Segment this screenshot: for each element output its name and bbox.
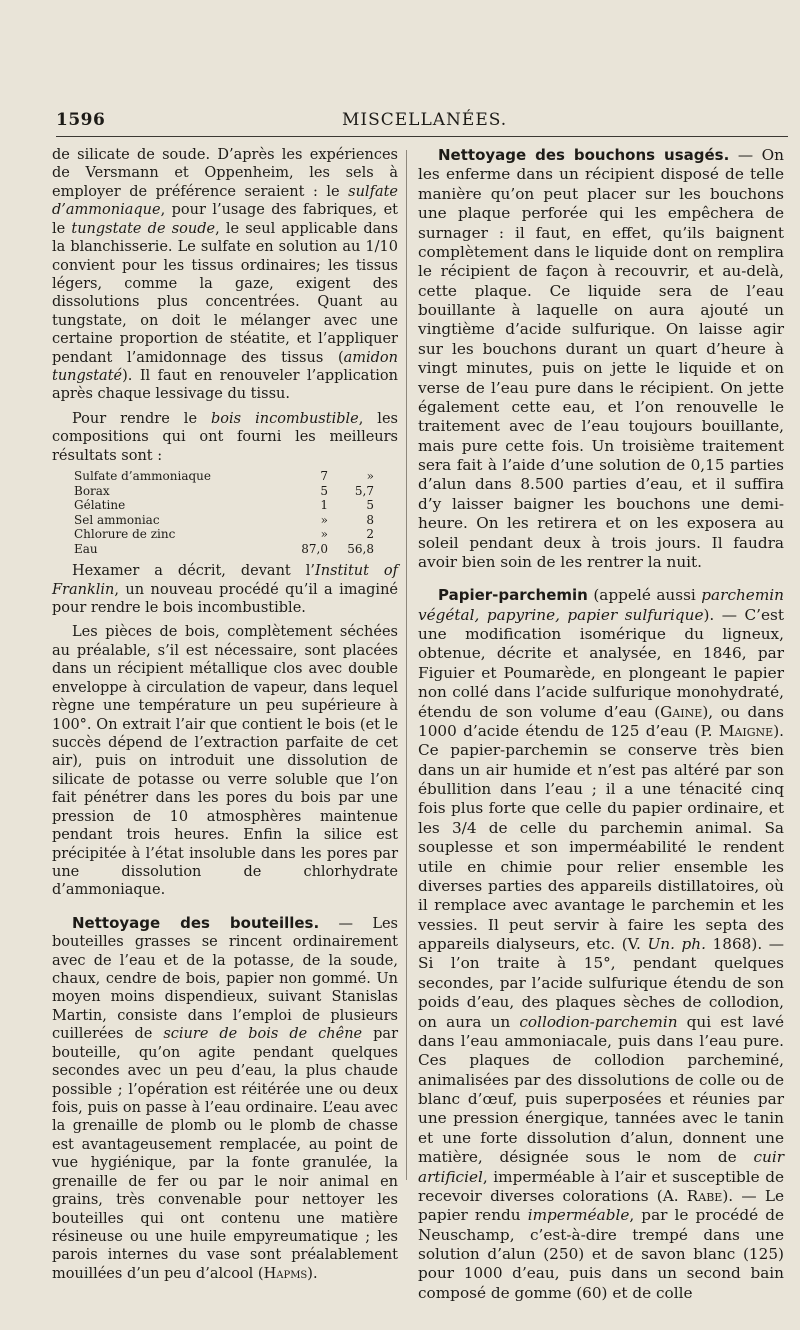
running-title: MISCELLANÉES. (342, 110, 508, 130)
table-row: Eau 87,0 56,8 (74, 541, 374, 556)
table-row: Borax 5 5,7 (74, 483, 374, 498)
table-row: Chlorure de zinc » 2 (74, 527, 374, 542)
composition-table (74, 469, 374, 556)
page-header (56, 110, 788, 136)
column-divider (406, 150, 407, 1180)
section-heading: Nettoyage des bouchons usagés. (438, 146, 730, 164)
header-rule (56, 136, 788, 137)
table-row: Gélatine 1 5 (74, 498, 374, 513)
page-number: 1596 (56, 110, 106, 130)
paragraph-bois-incombustible: Pour rendre le bois incombustible, les compositions qui ont fourni les meilleurs résultats sont : (52, 410, 398, 464)
paragraph-bouchons: Nettoyage des bouchons usagés. — On les enferme dans un récipient disposé de telle manière qu’on peut placer sur les bouchons une plaque perforée qui les empêchera de surnager : il faut, en effet, qu’ils baignent complètement dans le liquide dont on remplira le récipient de façon à recouvrir, et au-delà, cette plaque. Ce liquide sera de l’eau bouillante à laquelle on aura ajouté un vingtième d’acide sulfurique. On laisse agir sur les bouchons durant un quart d’heure à vingt minutes, puis on jette le liquide et on verse de l’eau pure dans le récipient. On jette également cette eau, et l’on renouvelle le traitement avec de l’eau toujours bouillante, mais pure cette fois. Un troisième traitement sera fait à l’aide d’une solution de 0,15 parties d’alun dans 8.500 parties d’eau, et il suffira d’y laisser baigner les bouchons une demi-heure. On les retirera et on les exposera au soleil pendant deux à trois jours. Il faudra avoir bien soin de les rentrer la nuit. (418, 146, 784, 571)
table-row: Sulfate d’ammoniaque 7 » (74, 469, 374, 484)
table-row: Sel ammoniac » 8 (74, 512, 374, 527)
paragraph-bouteilles: Nettoyage des bouteilles. — Les bouteilles grasses se rincent ordinairement avec de l’eau et de la potasse, de la soude, chaux, cendre de bois, papier non gommé. Un moyen moins dispendieux, suivant Stanislas Martin, consiste dans l’emploi de plusieurs cuillerées de sciure de bois de chêne par bouteille, qu’on agite pendant quelques secondes avec un peu d’eau, la plus chaude possible ; l’opération est réitérée une ou deux fois, puis on passe à l’eau ordinaire. L’eau avec la grenaille de plomb ou le plomb de chasse est avantageusement remplacée, au point de vue hygiénique, par la fonte granulée, la grenaille de fer ou par le noir animal en grains, très convenable pour nettoyer les bouteilles qui ont contenu une matière résineuse ou une huile empyreumatique ; les parois internes du vase sont préalablement mouillées d’un peu d’alcool (Hapms). (52, 913, 399, 1282)
section-heading: Papier-parchemin (438, 586, 588, 605)
paragraph-silicate: de silicate de soude. D’après les expériences de Versmann et Oppenheim, les sels à employer de préférence seraient : le sulfate d’ammoniaque, pour l’usage des fabriques, et le tungstate de soude, le seul applicable dans la blanchisserie. Le sulfate en solution au 1/10 convient pour les tissus ordinaires; les tissus légers, comme la gaze, exigent des dissolutions plus concentrées. Quant au tungstate, on doit le mélanger avec une certaine proportion de stéatite, et l’appliquer pendant l’amidonnage des tissus (amidon tungstaté). Il faut en renouveler l’application après chaque lessivage du tissu. (52, 147, 399, 403)
left-column (52, 146, 398, 1283)
paragraph-papier-parchemin: Papier-parchemin (appelé aussi parchemin végétal, papyrine, papier sulfurique). — C’est une modification isomérique du ligneux, obtenue, décrite et analysée, en 1846, par Figuier et Poumarède, en plongeant le papier non collé dans l’acide sulfurique monohydraté, étendu de son volume d’eau (Gaine), ou dans 1000 d’acide étendu de 125 d’eau (P. Maigne). Ce papier-parchemin se conserve très bien dans un air humide et n’est pas altéré par son ébullition dans l’eau ; il a une ténacité cinq fois plus forte que celle du papier ordinaire, et les 3/4 de celle du parchemin animal. Sa souplesse et son imperméabilité le rendent utile en chimie pour relier ensemble les diverses parties des appareils distillatoires, où il remplace avec avantage le parchemin et les vessies. Il peut servir à faire les septa des appareils dialyseurs, etc. (V. Un. ph. 1868). — Si l’on traite à 15°, pendant quelques secondes, par l’acide sulfurique étendu de son poids d’eau, des plaques sèches de collodion, on aura un collodion-parchemin qui est lavé dans l’eau ammoniacale, puis dans l’eau pure. Ces plaques de collodion parcheminé, animalisées par des dissolutions de colle ou de blanc d’œuf, puis superposées et réunies par une pression énergique, tannées avec le tanin et une forte dissolution d’alun, donnent une matière, désignée sous le nom de cuir artificiel, imperméable à l’air et susceptible de recevoir diverses colorations (A. Rabe). — Le papier rendu imperméable, par le procédé de Neuschamp, c’est-à-dire trempé dans une solution d’alun (250) et de savon blanc (125) pour 1000 d’eau, puis dans un second bain composé de gomme (60) et de colle (418, 586, 785, 1302)
right-column (418, 146, 784, 1303)
paragraph-hexamer: Hexamer a décrit, devant l’Institut of Franklin, un nouveau procédé qu’il a imaginé pour rendre le bois incombustible. (52, 563, 399, 617)
section-heading: Nettoyage des bouteilles. (72, 913, 320, 932)
paragraph-procede: Les pièces de bois, complètement séchées au préalable, s’il est nécessaire, sont placées dans un récipient métallique clos avec double enveloppe à circulation de vapeur, dans lequel règne une température un peu supérieure à 100°. On extrait l’air que contient le bois (et le succès dépend de l’extraction parfaite de cet air), puis on introduit une dissolution de silicate de potasse ou verre soluble que l’on fait pénétrer dans les pores du bois par une pression de 10 atmosphères maintenue pendant trois heures. Enfin la silice est précipitée à l’état insoluble dans les pores par une dissolution de chlorhydrate d’ammoniaque. (52, 624, 398, 899)
